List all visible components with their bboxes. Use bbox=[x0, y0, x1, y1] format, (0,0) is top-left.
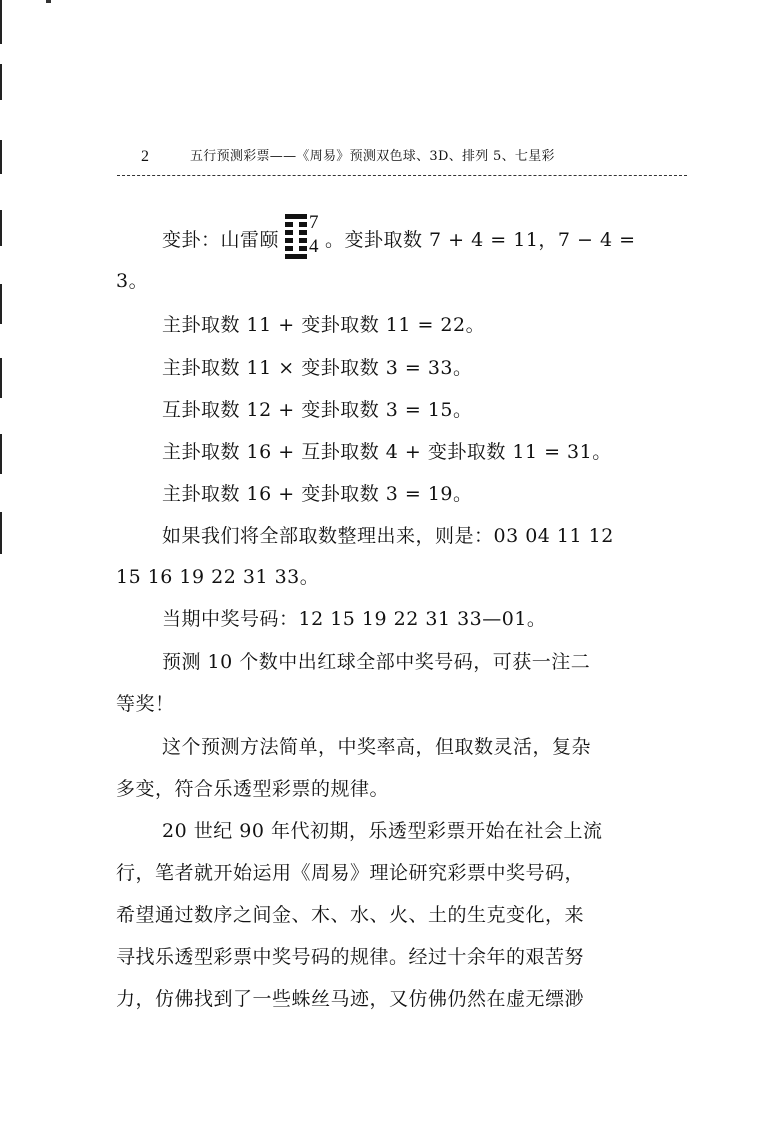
text-line: 主卦取数 11 + 变卦取数 11 = 22。 bbox=[162, 314, 486, 336]
text-line: 20 世纪 90 年代初期，乐透型彩票开始在社会上流 bbox=[162, 820, 603, 842]
scan-margin-mark bbox=[0, 210, 2, 246]
text-line: 15 16 19 22 31 33。 bbox=[116, 566, 320, 588]
text-line: 互卦取数 12 + 变卦取数 3 = 15。 bbox=[162, 399, 473, 421]
scan-tick bbox=[46, 0, 51, 3]
text-line: 3。 bbox=[116, 270, 149, 292]
text-line: 主卦取数 16 + 变卦取数 3 = 19。 bbox=[162, 483, 473, 505]
text-line: 多变，符合乐透型彩票的规律。 bbox=[116, 778, 390, 800]
text-line: 力，仿佛找到了一些蛛丝马迹，又仿佛仍然在虚无缥渺 bbox=[116, 988, 585, 1010]
text-line: 这个预测方法简单，中奖率高，但取数灵活，复杂 bbox=[162, 736, 592, 758]
text-line-bian-gua bbox=[162, 212, 636, 264]
text-line: 行，笔者就开始运用《周易》理论研究彩票中奖号码， bbox=[116, 862, 585, 884]
text-line: 希望通过数序之间金、木、水、火、土的生克变化，来 bbox=[116, 904, 585, 926]
text-line: 如果我们将全部取数整理出来，则是：03 04 11 12 bbox=[162, 525, 614, 547]
scan-margin-mark bbox=[0, 0, 2, 44]
scan-margin-mark bbox=[0, 512, 2, 554]
text-line: 寻找乐透型彩票中奖号码的规律。经过十余年的艰苦努 bbox=[116, 946, 585, 968]
running-header bbox=[117, 147, 687, 167]
line1-suffix: 。变卦取数 7 + 4 = 11，7 − 4 = bbox=[325, 229, 636, 251]
text-line: 当期中奖号码：12 15 19 22 31 33—01。 bbox=[162, 608, 547, 630]
yi-hexagram-icon bbox=[285, 214, 307, 260]
hexagram-numbers bbox=[309, 214, 325, 260]
scan-margin-mark bbox=[0, 284, 2, 324]
text-line: 主卦取数 16 + 互卦取数 4 + 变卦取数 11 = 31。 bbox=[162, 441, 612, 463]
page-number: 2 bbox=[141, 148, 149, 165]
scan-margin-mark bbox=[0, 140, 2, 174]
scan-margin-mark bbox=[0, 64, 2, 100]
text-line: 主卦取数 11 × 变卦取数 3 = 33。 bbox=[162, 357, 473, 379]
header-rule bbox=[117, 175, 687, 176]
text-line: 预测 10 个数中出红球全部中奖号码，可获一注二 bbox=[162, 651, 591, 673]
hex-bottom-number: 4 bbox=[309, 236, 320, 257]
line1-prefix: 变卦：山雷颐 bbox=[162, 229, 280, 251]
scan-margin-mark bbox=[0, 358, 2, 398]
text-line: 等奖！ bbox=[116, 693, 175, 715]
running-title: 五行预测彩票——《周易》预测双色球、3D、排列 5、七星彩 bbox=[190, 149, 555, 164]
hex-top-number: 7 bbox=[309, 212, 320, 233]
scan-margin-mark bbox=[0, 434, 2, 474]
